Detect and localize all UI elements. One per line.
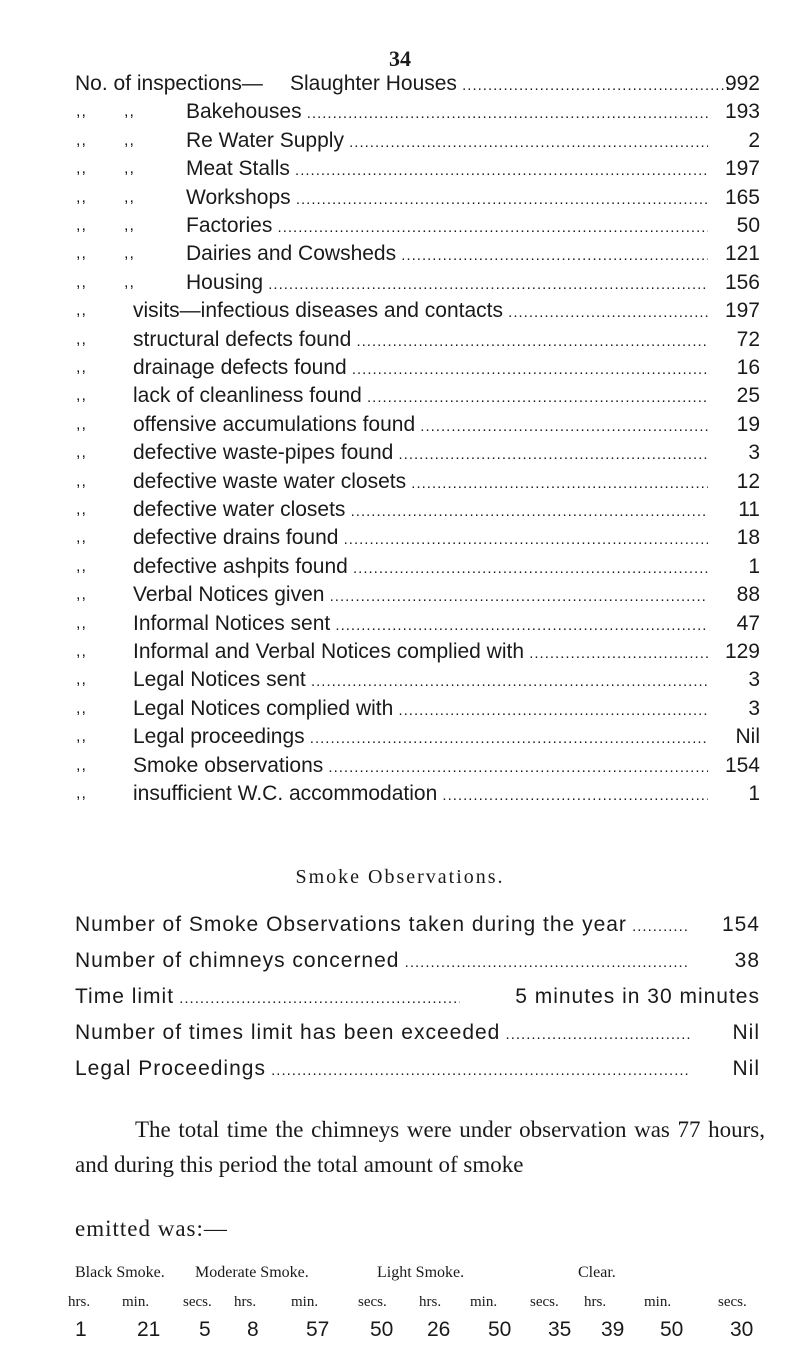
item-label: Legal Notices sent ..... bbox=[133, 666, 708, 696]
inspection-row bbox=[0, 780, 800, 808]
inspection-row bbox=[0, 297, 800, 325]
ditto-mark: ,, bbox=[76, 330, 87, 348]
ditto-mark: ,, bbox=[76, 557, 87, 575]
smoke-label: Number of times limit has been exceeded ..... bbox=[75, 1018, 690, 1050]
smoke-value: 5 minutes in 30 minutes bbox=[515, 985, 760, 1008]
page-number: 34 bbox=[389, 46, 411, 71]
item-count: 47 bbox=[736, 611, 760, 635]
ditto-mark: ,, bbox=[124, 103, 135, 121]
inspection-row bbox=[0, 98, 800, 126]
ditto-mark: ,, bbox=[76, 728, 87, 746]
inspection-row bbox=[0, 581, 800, 609]
inspection-label: Housing ..... bbox=[186, 269, 708, 299]
duration-value: 50 bbox=[660, 1318, 684, 1341]
inspection-row bbox=[0, 326, 800, 354]
inspection-label: Factories ..... bbox=[186, 212, 708, 242]
inspection-row bbox=[0, 411, 800, 439]
ditto-mark: ,, bbox=[124, 131, 135, 149]
smoke-label: Legal Proceedings ..... bbox=[75, 1054, 690, 1086]
ditto-mark: ,, bbox=[124, 273, 135, 291]
inspection-row bbox=[0, 666, 800, 694]
ditto-mark: ,, bbox=[76, 188, 87, 206]
ditto-mark: ,, bbox=[76, 614, 87, 632]
item-count: 88 bbox=[736, 583, 760, 607]
smoke-category: Moderate Smoke. bbox=[195, 1264, 309, 1281]
unit-header: hrs. bbox=[68, 1294, 91, 1310]
item-count: 3 bbox=[748, 696, 760, 720]
inspection-row bbox=[0, 184, 800, 212]
unit-header: hrs. bbox=[234, 1294, 257, 1310]
unit-header: secs. bbox=[530, 1294, 559, 1310]
unit-header: min. bbox=[291, 1294, 319, 1310]
duration-value: 50 bbox=[370, 1318, 394, 1341]
duration-value: 39 bbox=[601, 1318, 625, 1341]
inspection-row bbox=[0, 240, 800, 268]
ditto-mark: ,, bbox=[76, 785, 87, 802]
item-count: 25 bbox=[736, 384, 760, 408]
item-label: Informal and Verbal Notices complied with ..... bbox=[133, 638, 708, 668]
item-count: 3 bbox=[748, 441, 760, 465]
duration-value: 30 bbox=[730, 1318, 754, 1341]
ditto-mark: ,, bbox=[76, 501, 87, 518]
item-label: defective ashpits found ..... bbox=[133, 553, 708, 583]
item-count: 19 bbox=[736, 412, 760, 436]
ditto-mark: ,, bbox=[76, 245, 87, 263]
inspection-row bbox=[0, 127, 800, 155]
ditto-mark: ,, bbox=[76, 359, 87, 376]
item-label: Informal Notices sent ..... bbox=[133, 610, 708, 640]
ditto-mark: ,, bbox=[124, 188, 135, 206]
inspection-label: Bakehouses ..... bbox=[186, 98, 708, 128]
ditto-mark: ,, bbox=[76, 103, 87, 121]
inspection-row bbox=[0, 269, 800, 297]
ditto-mark: ,, bbox=[124, 217, 135, 234]
inspection-row bbox=[0, 70, 800, 98]
unit-header: hrs. bbox=[584, 1294, 607, 1310]
item-label: defective drains found ..... bbox=[133, 524, 708, 554]
duration-value: 26 bbox=[427, 1318, 451, 1341]
item-label: Legal Notices complied with ..... bbox=[133, 695, 708, 725]
inspection-count: 992 bbox=[724, 72, 760, 95]
smoke-value: Nil bbox=[732, 1021, 760, 1044]
inspection-prefix: No. of inspections— bbox=[75, 72, 263, 95]
inspection-row bbox=[0, 439, 800, 467]
smoke-observations-title: Smoke Observations. bbox=[295, 866, 505, 888]
ditto-mark: ,, bbox=[76, 131, 87, 149]
smoke-row bbox=[0, 946, 800, 976]
item-label: offensive accumulations found ..... bbox=[133, 411, 708, 441]
item-count: 1 bbox=[748, 554, 760, 578]
smoke-category: Clear. bbox=[578, 1264, 616, 1281]
unit-header: secs. bbox=[183, 1294, 212, 1310]
inspection-row bbox=[0, 752, 800, 780]
summary-paragraph: The total time the chimneys were under observation was 77 hours, and during this period the total amount of smoke bbox=[75, 1117, 765, 1177]
duration-value: 5 bbox=[199, 1318, 211, 1341]
smoke-value: 154 bbox=[721, 913, 760, 936]
smoke-label: Number of chimneys concerned ..... bbox=[75, 946, 690, 978]
inspection-count: 121 bbox=[724, 242, 760, 266]
inspection-count: 197 bbox=[724, 157, 760, 181]
unit-header: min. bbox=[470, 1294, 498, 1310]
item-count: 18 bbox=[736, 526, 760, 550]
inspection-row bbox=[0, 382, 800, 410]
emitted-label: emitted was:— bbox=[75, 1216, 228, 1241]
inspection-count: 193 bbox=[724, 100, 760, 124]
ditto-mark: ,, bbox=[76, 756, 87, 774]
smoke-label: Time limit ..... bbox=[75, 982, 460, 1014]
inspection-label: Re Water Supply ..... bbox=[186, 127, 708, 157]
ditto-mark: ,, bbox=[76, 671, 87, 689]
smoke-row bbox=[0, 1018, 800, 1048]
inspection-count: 165 bbox=[724, 185, 760, 209]
inspection-row bbox=[0, 155, 800, 183]
inspection-row bbox=[0, 610, 800, 638]
item-label: drainage defects found ..... bbox=[133, 354, 708, 384]
inspection-label: Dairies and Cowsheds ..... bbox=[186, 240, 708, 270]
inspection-count: 156 bbox=[724, 270, 760, 294]
item-count: 154 bbox=[724, 753, 760, 777]
smoke-value: Nil bbox=[732, 1057, 760, 1080]
ditto-mark: ,, bbox=[76, 302, 87, 320]
item-label: lack of cleanliness found ..... bbox=[133, 382, 708, 412]
item-label: defective water closets ..... bbox=[133, 496, 708, 526]
item-label: defective waste-pipes found ..... bbox=[133, 439, 708, 469]
smoke-category: Black Smoke. bbox=[75, 1264, 165, 1281]
ditto-mark: ,, bbox=[76, 217, 87, 234]
inspection-row bbox=[0, 524, 800, 552]
inspection-count: 50 bbox=[736, 214, 760, 237]
ditto-mark: ,, bbox=[76, 472, 87, 490]
item-count: 12 bbox=[736, 469, 760, 493]
unit-header: hrs. bbox=[419, 1294, 442, 1310]
ditto-mark: ,, bbox=[76, 444, 87, 462]
duration-value: 21 bbox=[137, 1318, 161, 1341]
duration-value: 1 bbox=[75, 1318, 87, 1341]
item-count: Nil bbox=[735, 725, 760, 749]
ditto-mark: ,, bbox=[76, 387, 87, 405]
ditto-mark: ,, bbox=[76, 415, 87, 433]
inspection-label: Slaughter Houses ..... bbox=[290, 70, 733, 100]
item-count: 1 bbox=[748, 782, 760, 805]
item-count: 72 bbox=[736, 327, 760, 351]
smoke-row bbox=[0, 982, 800, 1012]
duration-value: 35 bbox=[548, 1318, 572, 1341]
item-label: defective waste water closets ..... bbox=[133, 468, 708, 498]
unit-header: min. bbox=[122, 1294, 150, 1310]
ditto-mark: ,, bbox=[76, 160, 87, 178]
item-count: 16 bbox=[736, 356, 760, 379]
item-label: structural defects found ..... bbox=[133, 326, 708, 356]
unit-header: secs. bbox=[358, 1294, 387, 1310]
ditto-mark: ,, bbox=[76, 273, 87, 291]
item-count: 197 bbox=[724, 299, 760, 323]
ditto-mark: ,, bbox=[76, 643, 87, 660]
inspection-label: Workshops ..... bbox=[186, 184, 708, 214]
inspection-row bbox=[0, 212, 800, 240]
ditto-mark: ,, bbox=[124, 160, 135, 178]
ditto-mark: ,, bbox=[124, 245, 135, 263]
inspection-row bbox=[0, 638, 800, 666]
ditto-mark: ,, bbox=[76, 529, 87, 547]
inspection-label: Meat Stalls ..... bbox=[186, 155, 708, 185]
item-label: Smoke observations ..... bbox=[133, 752, 708, 782]
inspection-row bbox=[0, 354, 800, 382]
inspection-count: 2 bbox=[748, 128, 760, 152]
item-count: 3 bbox=[748, 668, 760, 692]
inspection-row bbox=[0, 468, 800, 496]
inspection-row bbox=[0, 695, 800, 723]
smoke-row bbox=[0, 910, 800, 940]
inspection-row bbox=[0, 496, 800, 524]
duration-value: 8 bbox=[247, 1318, 259, 1341]
inspection-row bbox=[0, 723, 800, 751]
smoke-label: Number of Smoke Observations taken during the year ..... bbox=[75, 910, 690, 942]
duration-value: 57 bbox=[306, 1318, 330, 1341]
item-label: Legal proceedings ..... bbox=[133, 723, 708, 753]
unit-header: secs. bbox=[718, 1294, 747, 1310]
smoke-row bbox=[0, 1054, 800, 1084]
smoke-value: 38 bbox=[734, 949, 760, 972]
smoke-category: Light Smoke. bbox=[377, 1264, 465, 1281]
item-count: 11 bbox=[738, 498, 760, 521]
unit-header: min. bbox=[644, 1294, 672, 1310]
duration-value: 50 bbox=[488, 1318, 512, 1341]
item-label: insufficient W.C. accommodation ..... bbox=[133, 780, 708, 810]
item-label: Verbal Notices given ..... bbox=[133, 581, 708, 611]
ditto-mark: ,, bbox=[76, 586, 87, 604]
inspection-row bbox=[0, 553, 800, 581]
ditto-mark: ,, bbox=[76, 699, 87, 717]
item-count: 129 bbox=[724, 640, 760, 663]
item-label: visits—infectious diseases and contacts ..... bbox=[133, 297, 708, 327]
